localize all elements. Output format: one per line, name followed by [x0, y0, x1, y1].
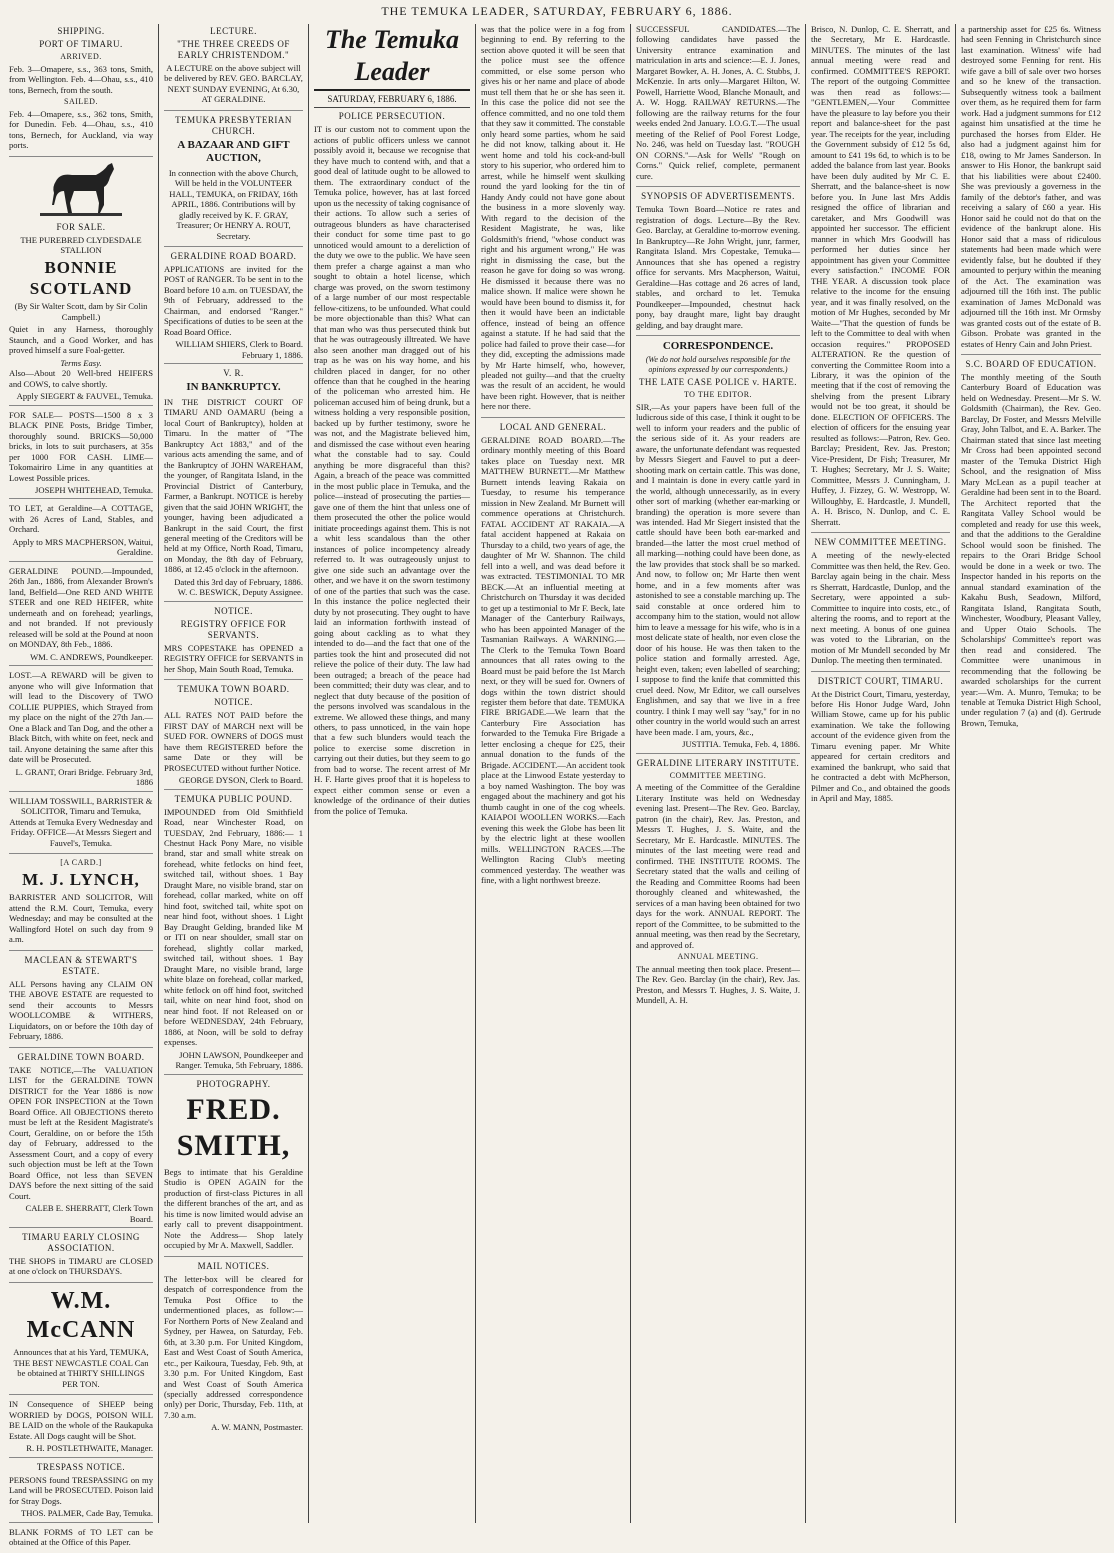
- blank-forms-ad: [9, 1527, 153, 1553]
- horse-illustration-icon: [38, 161, 124, 219]
- sheep-text: IN Consequence of SHEEP being WORRIED by DOGS, POISON WILL BE LAID on the whole of the Raukapuka Estate. All Dogs caught will be Shot.: [9, 1399, 153, 1441]
- registry-text: MRS COPESTAKE has OPENED a REGISTRY OFFICE for SERVANTS in her Shop, Main South Road, Temuka.: [164, 642, 303, 674]
- posts-sale-signature: JOSEPH WHITEHEAD, Temuka.: [35, 484, 153, 495]
- geraldine-town-ad: [9, 1052, 153, 1228]
- sheep-ad: [9, 1399, 153, 1457]
- lecture-text: A LECTURE on the above subject will be delivered by REV. GEO. BARCLAY, NEXT SUNDAY EVENING, At 6.30, AT GERALDINE.: [164, 62, 303, 105]
- stallion-pedigree: (By Sir Walter Scott, dam by Sir Colin Campbell.): [14, 301, 148, 322]
- bazaar-title: A BAZAAR AND GIFT AUCTION,: [177, 138, 290, 165]
- stallion-desc: Quiet in any Harness, thoroughly Staunch, and a Good Worker, and has proved himself a sure Foal-getter.: [9, 324, 153, 356]
- temuka-pound-heading: TEMUKA PUBLIC POUND.: [174, 793, 293, 804]
- photography-heading: PHOTOGRAPHY.: [196, 1078, 271, 1089]
- trespass-signature: THOS. PALMER, Cade Bay, Temuka.: [20, 1508, 153, 1519]
- geraldine-town-text: TAKE NOTICE,—The VALUATION LIST for the GERALDINE TOWN DISTRICT for the Year 1886 is now OPEN FOR INSPECTION at the Town Board Office. All OBJECTIONS thereto must be left at the Resident Magistrate's Court, Geraldine, on or before the 15th day of February, addressed to the Assessment Court, and a copy of every such objection must be left at the Town Board Office, not less than SEVEN DAYS before the next sitting of the said Court.: [9, 1064, 153, 1201]
- local-general-text: GERALDINE ROAD BOARD.—The ordinary monthly meeting of this Board takes place on Tuesday next. MR MATTHEW BURNETT.—Mr Matthew Burnett intends leaving Rakaia on Tuesday, to resume his temperance mission in New Zealand. Mr Burnett will commence operations at Christchurch. FATAL ACCIDENT AT RAKAIA.—A fatal accident happened at Rakaia on Thursday to a child, two years of age, the daughter of Mr W. Shannon. The child fell into a well, and was dead before it was extracted. TESTIMONIAL TO MR BECK.—At an influential meeting at Christchurch on Thursday it was decided to get up a testimonial to Mr F. Beck, late Manager of the Canterbury Railways, who has been appointed Manager of the Tasmanian Railways. A WARNING.—The Clerk to the Temuka Town Board announces that all rates owing to the Board must be paid before the 1st March next, or they will be sued for. Owners of dogs within the town district should register them before that date. TEMUKA FIRE BRIGADE.—We learn that the Canterbury Fire Association has forwarded to the Temuka Fire Brigade a letter enclosing a cheque for £25, their annual donation to the funds of the Brigade. ACCIDENT.—An accident took place at the Linwood Estate yesterday to a boy named Washington. The boy was engaged about the machinery and got his thumb caught in one of the cog wheels. KAIAPOI WOOLLEN WORKS.—Each evening this week the Globe has been lit by the electric light at these woollen mills. WELLINGTON RACES.—The Wellington Racing Club's meeting commenced yesterday. The weather was fine, with a light northwest breeze.: [481, 434, 625, 886]
- correspondence-note: (We do not hold ourselves responsible for the opinions expressed by our correspondents.): [645, 355, 791, 375]
- local-items: [636, 24, 800, 187]
- road-board-signature: WILLIAM SHIERS, Clerk to Board. February 1, 1886.: [175, 339, 303, 360]
- maclean-text: ALL Persons having any CLAIM ON THE ABOVE ESTATE are requested to send their accounts to Messrs WOOLLCOMBE & WITHERS, Liquidators, on or before the 10th day of February, 1886.: [9, 978, 153, 1042]
- bazaar-ad: [164, 115, 303, 247]
- column-1: [4, 24, 159, 1548]
- annual-heading: ANNUAL MEETING.: [677, 952, 759, 962]
- correspondence-block: [636, 340, 800, 754]
- lost-signature: L. GRANT, Orari Bridge. February 3rd, 1886: [15, 766, 153, 788]
- columns: [4, 24, 1110, 1548]
- sailed-heading: SAILED.: [64, 97, 98, 107]
- geraldine-pound-text: GERALDINE POUND.—Impounded, 26th Jan., 1886, from Alexander Brown's land, Belfield—One RED AND WHITE STEER and one RED HEIFER, white underneath and on forehead; yearlings, and not branded. If not previously released will be sold at the Pound at noon on MONDAY, 8th Feb., 1886.: [9, 565, 153, 650]
- column-4: [476, 24, 631, 1523]
- shipping-port: PORT OF TIMARU.: [39, 38, 123, 49]
- geraldine-pound-ad: [9, 566, 153, 666]
- temuka-pound-text: IMPOUNDED from Old Smithfield Road, near Winchester Road, on TUESDAY, 2nd February, 1886:— 1 Chestnut Hack Pony Mare, no visible brand, star and small white streak on forehead, white fetlocks on hind feet, switched tail, without shoes. 1 Bay Draught Mare, no visible brand, star on forehead, collar marked, white on off hind foot, switched tail, white spot on near hind foot, without shoes. 1 Light Bay Draught Gelding, branded like M or ITI on near shoulder, small star on forehead, slightly collar marked, switched tail, without shoes. 1 Bay Draught Mare, no visible brand, large white blaze on forehead, collar marked, white fetlock on off hind foot, switched tail, white on near hind foot, shod on near hind foot. If not Released on or before WEDNESDAY, 24th February, 1886, at Noon, will be sold to defray expenses.: [164, 806, 303, 1048]
- road-board-ad: [164, 251, 303, 364]
- harte-signature: JUSTITIA. Temuka, Feb. 4, 1886.: [682, 739, 800, 750]
- column-7: [956, 24, 1106, 1523]
- stallion-ad: [9, 161, 153, 406]
- stallion-apply: Apply SIEGERT & FAUVEL, Temuka.: [16, 391, 153, 402]
- bankruptcy-vr: V. R.: [223, 368, 244, 379]
- temuka-town-board-heading: TEMUKA TOWN BOARD.: [177, 684, 290, 695]
- lost-text: LOST.—A REWARD will be given to anyone who will give Information that will lead to the Discovery of TWO COLLIE PUPPIES, which Strayed from my place on the night of the 27th Jan.—One a Black and Tan Dog, and the other a Black Bitch, with white on feet, neck and tail. Anyone detaining the same after this date will be Prosecuted.: [9, 670, 153, 765]
- lecture-heading: LECTURE.: [210, 26, 257, 36]
- early-closing-heading: TIMARU EARLY CLOSING ASSOCIATION.: [22, 1231, 140, 1253]
- bankruptcy-text: IN THE DISTRICT COURT OF TIMARU AND OAMARU (being a local Court of Bankruptcy), holden at Timaru. In the matter of "The Bankruptcy Act 1883," and of the various acts amending the same, and of the Bankruptcy of JOHN WAREHAM, the younger, of Rangitata Island, in the Provincial District of Canterbury, Farmer, a Bankrupt. NOTICE is hereby given that the said JOHN WRIGHT, the younger, having been adjudicated a Bankrupt in the said Court, the first general meeting of the Creditors will be held at my Office, North Road, Timaru, on Monday, the 8th day of February, 1886, at 12.45 o'clock in the afternoon.: [164, 396, 303, 575]
- editorial-continued-text: was that the police were in a fog from beginning to end. By referring to the section above quoted it will be seen that the police must see the offence committed, or else some person who gives his or her name and place of abode must tell them that he or she has seen it. In this case the police did not see the offence committed, and no one told them that they saw it committed. The constable only heard some parties, whom he said he did not know, talking about it. He went home and told his cock-and-bull story to his superior, who ordered him to arrest, while he himself went skulking round the yard looking for the tin of Handy Andy could not have gone about the business in a more slovenly way. With regard to the decision of the Resident Magistrate, he was, like Goldsmith's friend, "whose conduct was right and his argument wrong," He was right in dismissing the case, but the reason he gave for doing so was wrong. He dismissed it because there was no malice shown. If malice were shown he would have been bound to dismiss it, for then it would have been an indictable offence, instead of being an offence against a statute. If he had said that the police had failed to prove their case—for they did, excepting the admissions made by Mr Harte himself, who, however, pleaded not guilty—and that the cruelty was the result of an accident, he would have been right. However, that is neither here nor there.: [481, 24, 625, 412]
- mail-signature: A. W. MANN, Postmaster.: [211, 1422, 303, 1433]
- lost-ad: [9, 670, 153, 791]
- education-heading: S.C. BOARD OF EDUCATION.: [965, 359, 1097, 370]
- stallion-name: BONNIE SCOTLAND: [29, 257, 133, 298]
- arrived-text: Feb. 3—Omapere, s.s., 363 tons, Smith, from Wellington. Feb. 4—Ohau, s.s., 410 tons, Bernech, from the south.: [9, 63, 153, 95]
- column-2: [159, 24, 309, 1523]
- blank-forms-text: BLANK FORMS of TO LET can be obtained at the Office of this Paper.: [9, 1526, 153, 1548]
- road-board-text: APPLICATIONS are invited for the POST of RANGER. To be sent in to the Board before 10 a.m. on TUESDAY, the 9th of February, addressed to the Chairman, and endorsed "Ranger." Specifications of duties to be seen at the Road Board Office.: [164, 263, 303, 337]
- bankruptcy-heading: IN BANKRUPTCY.: [186, 381, 281, 394]
- district-court-heading: DISTRICT COURT, TIMARU.: [817, 675, 944, 686]
- editorial-text: IT is our custom not to comment upon the actions of public officers unless we cannot possibly avoid it, because we recognise that they have much to contend with, and that a good deal of latitude ought to be allowed to them. The extraordinary conduct of the Temuka police, however, has at last forced upon us the necessity of taking cognisance of their actions. To allow such a series of outrageous blunders as have characterised their conduct for some time past to go unnoticed would amount to a dereliction of the duty we owe to the public. We have seen them prefer a charge against a man who sought to obtain a hotel license, which charge was proved, on the sworn testimony of a large number of our most respectable fellow-citizens, to be unfounded. What could be more objectionable than this? What can that man who was thus persecuted think but that he was outrageously illtreated. We have also seen another man dragged out of his trap as he was on his way home, and his children placed in danger, for no other offence than that he coughed in the hearing of the policeman who arrested him. He policeman accused him of being drunk, but a witness holding a very responsible position, backed up by further testimony, swore he was not, and the Magistrate believed him, and dismissed the case without even hearing what the constable had to say. Could anything be more disgraceful than this? Again, a breach of the peace was committed in the most public place in Temuka, and the police—instead of prosecuting the parties—gave one of them the hint that unless one of them prosecuted the other the police would initiate proceedings against them. This is not a whit less scandalous than the other instances of police incompetency already referred to. It was outrageously unjust to give one side such an advantage over the other, and we have it on the sworn testimony of one of the parties that such was the case. In this instance the police neglected their duty by not prosecuting. They ought to have laid an information forthwith instead of going about cackling as to what they intended to do—and the fact that one of the parties took the hint and prosecuted did not relieve the police of their duty. The law had been outraged; a breach of the peace had been committed; their duty was clear, and to neglect that duty because of the position of the persons involved was scandalous in the extreme. We allowed these things, and many others, to pass unnoticed, in the vain hope that a few such blunders would teach the police to exercise some discretion in carrying out their duties, but they seem to go from bad to worse. The recent arrest of Mr H. F. Harte gives proof that it is hopeless to expect either common sense or even a knowledge of the ordinance of their duties from the police of Temuka.: [314, 124, 470, 816]
- registry-heading: REGISTRY OFFICE FOR SERVANTS.: [180, 618, 287, 640]
- district-court-text: At the District Court, Timaru, yesterday, before His Honor Judge Ward, John William Stowe, came up for his public examination. We take the following account of the evidence given from the Timaru evening paper. Mr White appeared for certain creditors and examined the bankrupt, who said that he contracted a debt with McPherson, Pilmer and Co., and obtained the goods in April and May, 1885.: [811, 688, 950, 804]
- mail-notices: [164, 1261, 303, 1436]
- sailed-text: Feb. 4—Omapere, s.s., 362 tons, Smith, for Dunedin. Feb. 4—Ohau, s.s., 410 tons, Bernech, for Auckland, via way ports.: [9, 108, 153, 151]
- trespass-heading: TRESPASS NOTICE.: [36, 1461, 126, 1472]
- harte-to-editor: TO THE EDITOR.: [683, 389, 753, 399]
- mail-heading: MAIL NOTICES.: [197, 1260, 270, 1271]
- photography-ad: [164, 1079, 303, 1257]
- registry-notice: NOTICE.: [214, 605, 253, 616]
- literary-heading: GERALDINE LITERARY INSTITUTE.: [636, 757, 800, 768]
- mccann-ad: [9, 1287, 153, 1395]
- synopsis-heading: SYNOPSIS OF ADVERTISEMENTS.: [641, 191, 795, 202]
- photography-text: Begs to intimate that his Geraldine Studio is OPEN AGAIN for the production of first-class Pictures in all the different branches of the art, and as his time is now limited would advise an early call to prevent disappointment. Note the Address— Shop lately occupied by Mr A. Maxwell, Saddler.: [164, 1166, 303, 1251]
- masthead: THE TEMUKA LEADER, SATURDAY, FEBRUARY 6, 1886.: [381, 4, 733, 18]
- for-sale-heading: FOR SALE.: [56, 221, 106, 232]
- local-general-heading: LOCAL AND GENERAL.: [499, 421, 607, 432]
- correspondence-heading: CORRESPONDENCE.: [662, 340, 774, 353]
- column-3: [309, 24, 476, 1523]
- heifers-text: Also—About 20 Well-bred HEIFERS and COWS, to calve shortly.: [9, 368, 153, 389]
- synopsis-block: [636, 191, 800, 336]
- editorial-continued: [481, 24, 625, 418]
- lecture-ad: [164, 26, 303, 111]
- temuka-town-board-ad: [164, 684, 303, 789]
- lynch-ad: [9, 858, 153, 951]
- geraldine-town-signature: CALEB E. SHERRATT, Clerk Town Board.: [25, 1203, 153, 1224]
- mccann-text: Announces that at his Yard, TEMUKA, THE BEST NEWCASTLE COAL Can be obtained at THIRTY SHILLINGS PER TON.: [13, 1347, 149, 1389]
- column-6: [806, 24, 956, 1523]
- mail-text: The letter-box will be cleared for despatch of correspondence from the Temuka Post Office to the undermentioned places, as follow:— For Northern Ports of New Zealand and Sydney, per Hawea, on Saturday, Feb. 6th, at 3.30 p.m. For United Kingdom, East and West Coast of South America, etc., per Kaikoura, Tuesday, Feb. 9th, at 3.30 p.m. For United Kingdom, East and West Coast of South America (specially addressed correspondence only) per Doric, Thursday, Feb. 11th, at 7.30 a.m.: [164, 1273, 303, 1420]
- road-board-heading: GERALDINE ROAD BOARD.: [170, 250, 297, 261]
- education-text: The monthly meeting of the South Canterbury Board of Education was held on Wednesday. Present—Mr S. W. Goldsmith (Chairman), the Rev. Geo. Barclay, Dr Foster, and Messrs Melville Gray, John Talbot, and E. A. Barker. The Chairman stated that since last meeting Mr Cross had been appointed second master of the Temuka District High School, and the resignation of Miss Mary McLean as a pupil teacher at Geraldine had been sent in to the Board. The Architect reported that the Rangitata Valley School would be completed and ready for use this week, and that the additions to the Geraldine School would soon be finished. The repairs to the Orari Bridge School would be done in a week or two. The Inspector handed in his reports on the annual standard examination of the Kakahu Bush, Seadown, Milford, Rangitata Island, Rangitata South, Winchester, Woodbury, Pleasant Valley, and Upper Otaio Schools. The Scholarships' Committee's report was then read and considered. The Committee were unanimous in recommending that the following be awarded scholarships for the current year:—Wm. A. Munro, Temuka; to be tenable at Temuka District High School, under regulation 7 (a) and (d). Gertrude Brown, Temuka,: [961, 371, 1101, 728]
- shipping-title: SHIPPING.: [57, 26, 105, 36]
- lynch-text: BARRISTER AND SOLICITOR, Will attend the R.M. Court, Temuka, every Wednesday; and may be consulted at the Wallingford Hotel on such day from 9 a.m.: [9, 892, 153, 945]
- early-closing-text: THE SHOPS in TIMARU are CLOSED at one o'clock on THURSDAYS.: [9, 1255, 153, 1277]
- lecture-title: "THE THREE CREEDS OF EARLY CHRISTENDOM.": [177, 38, 290, 60]
- editorial-heading: POLICE PERSECUTION.: [338, 111, 446, 122]
- bankruptcy-signature: Dated this 3rd day of February, 1886. W. C. BESWICK, Deputy Assignee.: [174, 576, 303, 598]
- lynch-card: [A CARD.]: [60, 858, 102, 867]
- tosswill-text: WILLIAM TOSSWILL, BARRISTER & SOLICITOR, Timaru and Temuka, Attends at Temuka Every Wednesday and Friday. OFFICE—At Messrs Siegert and Fauvel's, Temuka.: [9, 795, 153, 848]
- local-items-text: SUCCESSFUL CANDIDATES.—The following candidates have passed the University entrance examination and matriculation in arts and science:—E. J. Jones, Margaret Bowker, A. H. Jones, A. C. Stubbs, J. McKenzie. In arts only—Margaret Hilton, W. Powell, Harriette Wood, Blanche Monault, and A. W. Hogg. RAILWAY RETURNS.—The following are the railway returns for the four weeks ended 2nd January. I.O.G.T.—The usual meeting of the Relief of Pool Forest Lodge, No. 246, was held on Tuesday last. "ROUGH ON CORNS."—Ask for Wells' "Rough on Corns." Quick relief, complete, permanent cure.: [636, 24, 800, 181]
- bankruptcy-ad: [164, 368, 303, 602]
- literary-subheading: COMMITTEE MEETING.: [669, 770, 767, 780]
- arrived-heading: ARRIVED.: [60, 51, 102, 61]
- geraldine-pound-signature: WM. C. ANDREWS, Poundkeeper.: [30, 651, 153, 662]
- dateline: SATURDAY, FEBRUARY 6, 1886.: [314, 93, 470, 108]
- sheep-signature: R. H. POSTLETHWAITE, Manager.: [26, 1443, 153, 1454]
- stallion-intro: THE PUREBRED CLYDESDALE STALLION: [20, 234, 142, 256]
- new-committee-heading: NEW COMMITTEE MEETING.: [814, 537, 947, 548]
- temuka-pound-signature: JOHN LAWSON, Poundkeeper and Ranger. Temuka, 5th February, 1886.: [175, 1049, 303, 1071]
- literary-text: A meeting of the Committee of the Geraldine Literary Institute was held on Wednesday evening last. Present—The Rev. Geo. Barclay, patron (in the chair), Rev. Jas. Preston, and Messrs T. Hughes, J. S. Waite, and the Secretary, Mr E. Hardcastle. MINUTES. The minutes of the last meeting were read and confirmed. THE INSTITUTE ROOMS. The Secretary stated that the walls and ceiling of the Reading and Committee Rooms had been thoroughly cleaned and whitewashed, the services of a man having been obtained for two days for the work. ANNUAL REPORT. The report of the Committee, to be submitted to the annual meeting, was then read by the Secretary, and approved of.: [636, 782, 800, 950]
- temuka-town-board-notice: NOTICE.: [214, 697, 253, 708]
- posts-sale-text: FOR SALE— POSTS—1500 8 x 3 BLACK PINE Posts, Bridge Timber, thoroughly sound. BRICKS—50,000 bricks, in lots to suit purchasers, at 35s per 1000 FOR CASH. LIME—Tokomairiro Lime in any quantities at Lowest Possible prices.: [9, 409, 153, 483]
- to-let-signature: Apply to MRS MACPHERSON, Waitui, Geraldine.: [12, 536, 153, 558]
- bazaar-text: In connection with the above Church, Will be held in the VOLUNTEER HALL, TEMUKA, on FRIDAY, 16th APRIL, 1886. Contributions will by gladly received by K. F. GRAY, Treasurer; Or HENRY A. ROUT, Secretary.: [168, 167, 299, 241]
- shipping-block: [9, 26, 153, 157]
- to-let-ad: [9, 503, 153, 561]
- literary-continued: [811, 24, 950, 533]
- new-committee-block: [811, 537, 950, 671]
- literary-block: [636, 758, 800, 1011]
- court-continued-text: a partnership asset for £25 6s. Witness had seen Fenning in Christchurch since last examination. Witness' wife had destroyed some Fenning for rent. His wife gave a bill of sale over two horses and so he knew of the transaction. Subsequently witness took a bailment over them, as he required them for farm work. Had a judgment summons for £12 against him unsatisfied at the time he purchased the horses from Elder. He also had a judgment against him for £18, owing to Mr James Sanderson. In answer to His Honor, the bankrupt said that his liabilities were about £2400. She was previously a governess in the family of the debtor's father, and was receiving a salary of £60 a year. His Honor said he could not do that on the evidence of the bankrupt alone. His Honor said that a mass of ridiculous statements had been made which were evidently false, but he doubted if they amounted to perjury within the meaning of the Act. The examination was adjourned till the 16th inst. The public examination of James McDonald was adjourned till the 16th inst. Mr Ormsby was granted costs out of the estate of B. Gibson. Probate was granted in the estates of Henry Cain and John Priest.: [961, 24, 1101, 349]
- harte-letter: SIR,—As your papers have been full of the ludicrous side of this case, I think it ought to be well to inform your readers and the public of the serious side of it. As your readers are aware, the unfortunate defendant was requested by Messrs Siegert and Fauvel to put a deer-shooting mark on certain cattle. This was done, and I maintain is done in every cattle yard in the world, although unnecessarily, as in every other sort of marking (whether ear-marking or branding) the operation is more severe than was intended. Had Mr Siegert insisted that the cattle should have been both ear-marked and branded—the latter the most cruel method of all marking—nothing could have been done, as the law provides that stock shall be so marked. And now, to follow on; Mr Harte then went home, and in a few moments after was astonished to see a constable marching up. The said constable at once ordered him to accompany him to the station, would not allow him to leave a message for his wife, who is in a most delicate state of health, nor even close the door of his house. He was then taken to the police station and formally arrested. Age, height even, taken; even labelled of searching; I suppose to find the knife that committed this cruel deed. Now, Mr Editor, we call ourselves Englishmen, and say that we live in a free country. I think I may well say "say," for in no other country in the world would such an arrest have been made. I am, yours, &c.,: [636, 401, 800, 737]
- lynch-name: M. J. LYNCH,: [22, 869, 140, 889]
- maclean-ad: [9, 955, 153, 1048]
- geraldine-town-heading: GERALDINE TOWN BOARD.: [17, 1051, 145, 1062]
- registry-ad: [164, 606, 303, 680]
- annual-text: The annual meeting then took place. Present—The Rev. Geo. Barclay (in the chair), Rev. Jas. Preston, and Messrs T. Hughes, J. S. Waite, J. Mundell, A. H.: [636, 963, 800, 1006]
- tosswill-ad: [9, 796, 153, 854]
- synopsis-text: Temuka Town Board—Notice re rates and registration of dogs. Lecture—By the Rev. Geo. Barclay, at Geraldine to-morrow evening. In Bankruptcy—Re John Wright, junr, farmer, Rangitata Island. Mrs Copestake, Temuka—Announces that she has opened a registry office for servants. Mrs Macpherson, Waitui, Geraldine—Has cottage and 26 acres of land, stables, and orchard to let. Temuka Poundkeeper—Impounded, chestnut hack pony, bay draught mare, light bay draught gelding, and bay draught mare.: [636, 204, 800, 330]
- temuka-town-board-signature: GEORGE DYSON, Clerk to Board.: [178, 775, 303, 786]
- stallion-terms: Terms Easy.: [60, 357, 102, 368]
- to-let-text: TO LET, at Geraldine—A COTTAGE, with 26 Acres of Land, Stables, and Orchard.: [9, 503, 153, 535]
- court-continued: [961, 24, 1101, 355]
- temuka-pound-ad: [164, 794, 303, 1075]
- new-committee-text: A meeting of the newly-elected Committee was then held, the Rev. Geo. Barclay again being in the chair. Mess rs Sherratt, Hardcastle, Dunlop, and the Secretary, were appointed a sub-Committee to inquire into costs, etc., of altering the rooms, and to report at the next meeting. A bonus of one guinea was voted to the Librarian, on the motion of Mr Mundell seconded by Mr Dunlop. The meeting then terminated.: [811, 550, 950, 666]
- trespass-ad: [9, 1462, 153, 1523]
- photographer-name: FRED. SMITH,: [176, 1092, 291, 1163]
- mccann-name: W.M. McCANN: [26, 1287, 136, 1344]
- maclean-heading: MACLEAN & STEWART'S ESTATE.: [24, 954, 138, 976]
- nameplate: The Temuka Leader: [314, 24, 470, 91]
- literary-continued-text: Brisco, N. Dunlop, C. E. Sherratt, and the Secretary, Mr E. Hardcastle. MINUTES. The minutes of the last annual meeting were read and confirmed. COMMITTEE'S REPORT. The report of the outgoing Committee was then read as follows:— "GENTLEMEN,—Your Committee have the pleasure to lay before you their report and balance-sheet for the past year. The receipts for the year, including the Government subsidy of £12 5s 6d, amount to £41 19s 6d, to which is to be added the balance from last year. Books have been duly audited by Mr C. E. Sherratt, and the balance-sheet is now before you. In June last Mrs Addis resigned the office of librarian and caretaker, and Mrs Goodwill was appointed her successor. The efficient manner in which Mrs Goodwill has performed her duties since her appointment has given your Committee every satisfaction." INCOME FOR THE YEAR. A discussion took place relative to the income for the ensuing year, and it was finally resolved, on the motion of Mr Hughes, seconded by Mr Waite—"That the question of funds be left to the Committee to deal with when occasion requires." PROPOSED ALTERATION. Re the question of converting the Committee Room into a Library, it was the opinion of the meeting that if the cost of removing the shelving from the present Library would not be too great, it should be done. ELECTION OF OFFICERS. The election of officers for the ensuing year resulted as follows:—Patron, Rev. Geo. Barclay; President, Rev. Jas. Preston; Vice-President, Dr Fish; Treasurer, Mr T. Hughes; Secretary, Mr J. S. Waite; Committee, Messrs J. Cunningham, J. Huffey, J. Fizzey, G. W. Westropp, W. Willoughby, E. Hardcastle, J. Mundell, A. H. Brisco, N. Dunlop, and C. E. Sherratt.: [811, 24, 950, 527]
- posts-sale-ad: [9, 410, 153, 500]
- harte-heading: THE LATE CASE POLICE v. HARTE.: [638, 376, 798, 387]
- early-closing-ad: [9, 1232, 153, 1283]
- bazaar-heading: TEMUKA PRESBYTERIAN CHURCH.: [175, 114, 292, 136]
- trespass-text: PERSONS found TRESPASSING on my Land will be PROSECUTED. Poison laid for Stray Dogs.: [9, 1474, 153, 1506]
- column-5: [631, 24, 806, 1523]
- temuka-town-board-text: ALL RATES NOT PAID before the FIRST DAY of MARCH next will be SUED FOR. OWNERS of DOGS must have them REGISTERED before the same Date or they will be PROSECUTED without further Notice.: [164, 710, 303, 773]
